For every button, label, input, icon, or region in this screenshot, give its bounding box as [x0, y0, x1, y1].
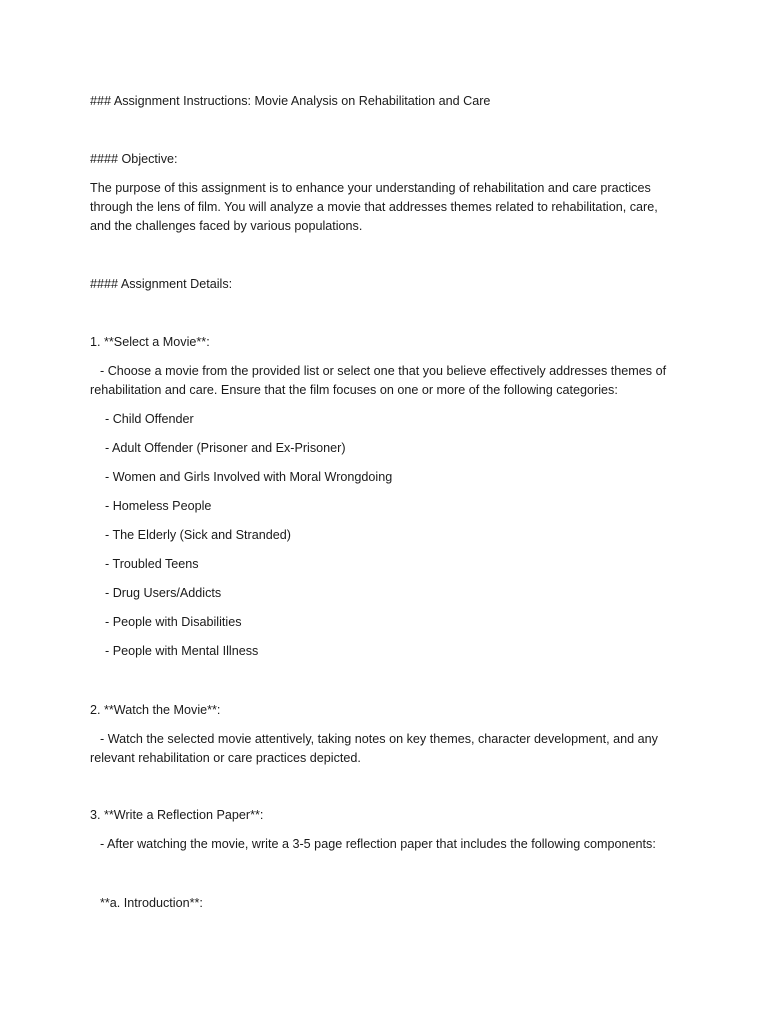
document-title: ### Assignment Instructions: Movie Analysis on Rehabilitation and Care [90, 94, 491, 108]
category-item: - Child Offender [105, 412, 194, 426]
details-heading: #### Assignment Details: [90, 277, 233, 291]
category-item: - People with Mental Illness [105, 644, 259, 658]
objective-paragraph: The purpose of this assignment is to enhance your understanding of rehabilitation and care practices through the lens of film. You will analyze a movie that addresses themes related to rehabilitation, care, and the challenges faced by various populations. [90, 181, 658, 233]
category-item: - Drug Users/Addicts [105, 586, 222, 600]
category-item: - Troubled Teens [105, 557, 199, 571]
category-item: - Homeless People [105, 499, 212, 513]
category-item: - The Elderly (Sick and Stranded) [105, 528, 291, 542]
objective-heading: #### Objective: [90, 152, 178, 166]
step3-paragraph: - After watching the movie, write a 3-5 page reflection paper that includes the following components: [100, 837, 656, 851]
category-item: - Adult Offender (Prisoner and Ex-Prisoner) [105, 441, 346, 455]
step1-paragraph: - Choose a movie from the provided list or select one that you believe effectively addresses themes of rehabilitation and care. Ensure that the film focuses on one or more of the following categories: [90, 364, 667, 397]
step2-paragraph: - Watch the selected movie attentively, taking notes on key themes, character development, and any relevant rehabilitation or care practices depicted. [90, 732, 658, 765]
step3-heading: 3. **Write a Reflection Paper**: [90, 808, 264, 822]
category-item: - Women and Girls Involved with Moral Wrongdoing [105, 470, 393, 484]
step1-heading: 1. **Select a Movie**: [90, 335, 210, 349]
step2-heading: 2. **Watch the Movie**: [90, 703, 221, 717]
category-item: - People with Disabilities [105, 615, 242, 629]
subsection-a-heading: **a. Introduction**: [100, 896, 203, 910]
